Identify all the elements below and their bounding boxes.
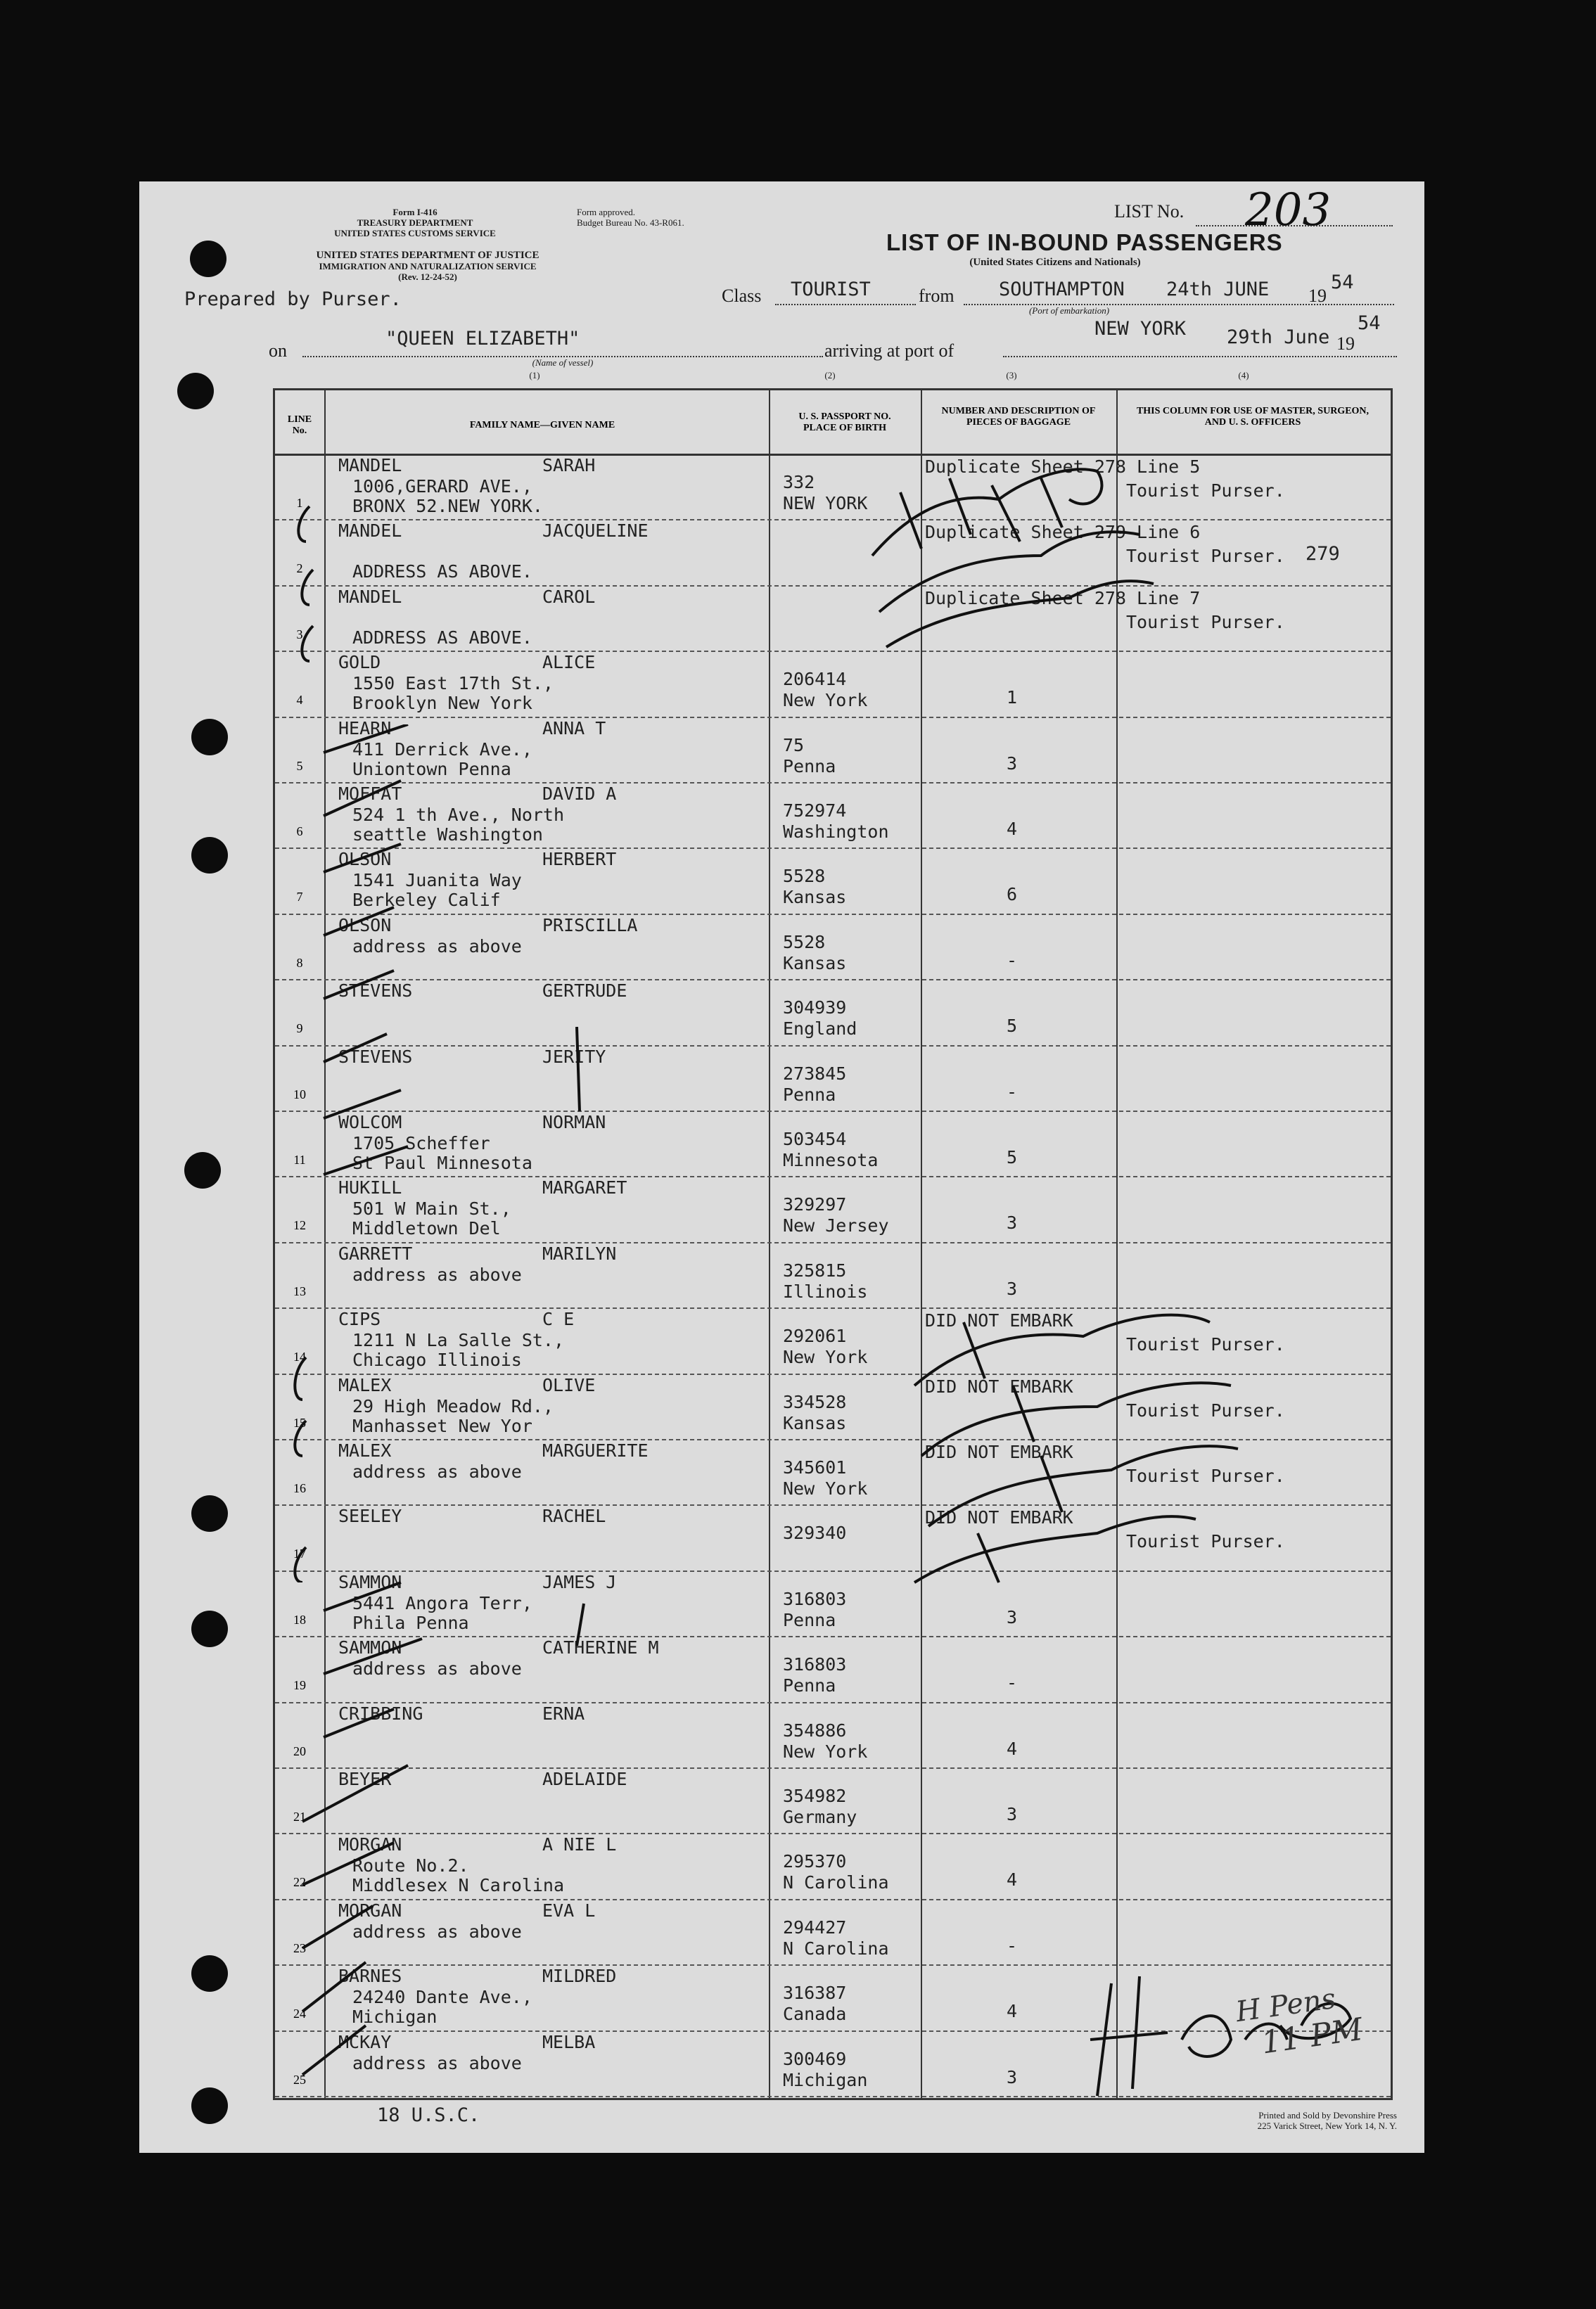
- embark-year: 54: [1331, 271, 1354, 293]
- binder-hole: [191, 837, 228, 874]
- footer-printer-line2: 225 Varick Street, New York 14, N. Y.: [1257, 2121, 1397, 2131]
- place-of-birth: Washington: [783, 821, 889, 842]
- list-no-underline: [1196, 225, 1393, 226]
- place-of-birth: Penna: [783, 755, 836, 776]
- place-of-birth: Kansas: [783, 952, 847, 973]
- line-number: 25: [293, 2072, 306, 2087]
- form-id-block: [309, 207, 521, 238]
- officer-note-1: DID NOT EMBARK: [925, 1507, 1073, 1528]
- justice-block: [266, 250, 589, 282]
- address-line-2: ADDRESS AS ABOVE.: [352, 627, 532, 648]
- inspector-note-line2: 11 PM: [1259, 2011, 1365, 2061]
- given-name: MELBA: [542, 2031, 596, 2052]
- baggage-count: 3: [1007, 1278, 1018, 1299]
- address-line-2: Middlesex N Carolina: [352, 1875, 565, 1896]
- line-number: 4: [296, 693, 303, 708]
- officer-note-2: Tourist Purser.: [1126, 480, 1285, 501]
- place-of-birth: NEW YORK: [783, 493, 868, 513]
- place-of-birth: Penna: [783, 1609, 836, 1630]
- place-of-birth: N Carolina: [783, 1872, 889, 1893]
- address-line-2: Chicago Illinois: [352, 1350, 522, 1371]
- baggage-count: 1: [1007, 687, 1018, 708]
- baggage-count: 6: [1007, 884, 1018, 905]
- family-name: MANDEL: [338, 520, 402, 542]
- address-line-2: Phila Penna: [352, 1612, 469, 1633]
- family-name: GOLD: [338, 652, 381, 673]
- binder-hole: [177, 373, 214, 409]
- place-of-birth: Illinois: [783, 1281, 868, 1302]
- list-subtitle: (United States Citizens and Nationals): [969, 257, 1141, 268]
- place-of-birth: Canada: [783, 2004, 847, 2025]
- arrival-underline: [1003, 356, 1397, 357]
- officer-note-2: Tourist Purser.: [1126, 611, 1285, 632]
- baggage-count: 4: [1007, 2001, 1018, 2022]
- class-value: TOURIST: [791, 279, 871, 300]
- given-name: JAMES J: [542, 1571, 617, 1592]
- from-label: from: [919, 286, 955, 306]
- passport-number: 5528: [783, 931, 826, 952]
- header-baggage: NUMBER AND DESCRIPTION OF PIECES OF BAGGAGE: [941, 406, 1096, 428]
- family-name: BEYER: [338, 1769, 392, 1789]
- passport-number: 292061: [783, 1326, 847, 1347]
- footer-printer-line1: Printed and Sold by Devonshire Press: [1258, 2110, 1397, 2121]
- family-name: WOLCOM: [338, 1112, 402, 1132]
- given-name: OLIVE: [542, 1374, 596, 1395]
- family-name: MCKAY: [338, 2031, 392, 2052]
- address-line-2: Manhasset New Yor: [352, 1415, 532, 1436]
- given-name: CATHERINE M: [542, 1637, 659, 1658]
- line-number: 23: [293, 1940, 306, 1955]
- binder-hole: [191, 1611, 228, 1647]
- address-line-1: 1705 Scheffer: [352, 1133, 490, 1153]
- passport-number: 273845: [783, 1063, 847, 1084]
- address-line-2: St Paul Minnesota: [352, 1153, 532, 1173]
- line-number: 19: [293, 1678, 306, 1693]
- family-name: CRIBBING: [338, 1703, 423, 1724]
- given-name: NORMAN: [542, 1112, 606, 1132]
- officer-note-1: Duplicate Sheet 278 Line 5: [925, 456, 1201, 477]
- embark-port: SOUTHAMPTON: [999, 279, 1125, 300]
- embark-port-caption: (Port of embarkation): [1028, 305, 1110, 316]
- family-name: MALEX: [338, 1374, 392, 1395]
- passport-number: 75: [783, 734, 805, 755]
- baggage-count: 3: [1007, 1804, 1018, 1824]
- form-approved: Form approved.: [577, 207, 636, 217]
- footer-printer: [1144, 2110, 1397, 2131]
- family-name: MOFFAT: [338, 783, 402, 804]
- place-of-birth: Kansas: [783, 887, 847, 908]
- col-num-1: (1): [529, 370, 540, 380]
- binder-hole: [191, 719, 228, 755]
- passport-number: 295370: [783, 1851, 847, 1872]
- header-passport: U. S. PASSPORT NO. PLACE OF BIRTH: [798, 411, 891, 433]
- address-line-1: address as above: [352, 1461, 522, 1482]
- inspector-note-line1: H Pens: [1234, 1982, 1338, 2029]
- arriving-label: arriving at port of: [824, 340, 955, 361]
- given-name: MARGUERITE: [542, 1440, 649, 1461]
- on-label: on: [269, 340, 287, 361]
- line-number: 10: [293, 1087, 306, 1101]
- passport-number: 206414: [783, 669, 847, 690]
- table-row: [275, 652, 1391, 717]
- passport-number: 329340: [783, 1523, 847, 1544]
- baggage-count: -: [1007, 949, 1018, 971]
- given-name: ADELAIDE: [542, 1769, 627, 1789]
- given-name: JACQUELINE: [542, 520, 649, 542]
- line-number: 20: [293, 1744, 306, 1758]
- given-name: ANNA T: [542, 717, 606, 738]
- line-number: 21: [293, 1810, 306, 1824]
- line-number: 22: [293, 1875, 306, 1890]
- binder-hole: [191, 1955, 228, 1992]
- address-line-1: address as above: [352, 935, 522, 957]
- margin-number: 279: [1305, 543, 1340, 565]
- address-line-1: address as above: [352, 1264, 522, 1285]
- place-of-birth: Penna: [783, 1675, 836, 1696]
- line-number: 11: [293, 1153, 306, 1167]
- passport-number: 316387: [783, 1983, 847, 2004]
- baggage-count: 5: [1007, 1147, 1018, 1168]
- family-name: HUKILL: [338, 1177, 402, 1198]
- line-number: 9: [296, 1021, 303, 1036]
- given-name: PRISCILLA: [542, 914, 638, 935]
- place-of-birth: New York: [783, 1741, 868, 1762]
- baggage-count: 4: [1007, 819, 1018, 839]
- list-no-label: LIST No.: [1114, 201, 1185, 222]
- given-name: MARILYN: [542, 1243, 617, 1264]
- margin-line-marks: [288, 492, 331, 1582]
- place-of-birth: Minnesota: [783, 1150, 879, 1170]
- family-name: MANDEL: [338, 455, 402, 475]
- line-number: 1: [296, 496, 303, 510]
- family-name: BARNES: [338, 1966, 402, 1987]
- address-line-2: Middletown Del: [352, 1218, 501, 1239]
- address-line-1: address as above: [352, 2052, 522, 2073]
- address-line-1: 29 High Meadow Rd.,: [352, 1395, 554, 1416]
- passport-number: 345601: [783, 1457, 847, 1478]
- passport-number: 752974: [783, 800, 847, 821]
- form-number: Form I-416: [392, 207, 438, 217]
- did-not-embark-signature: [900, 1301, 1266, 1597]
- line-number: 15: [293, 1415, 306, 1430]
- family-name: SAMMON: [338, 1571, 402, 1592]
- family-name: MANDEL: [338, 586, 402, 607]
- passport-number: 354982: [783, 1786, 847, 1806]
- vertical-strike: [549, 1027, 605, 1646]
- line-number: 12: [293, 1218, 306, 1233]
- baggage-count: 3: [1007, 753, 1018, 774]
- col-num-4: (4): [1238, 370, 1249, 380]
- place-of-birth: Germany: [783, 1807, 857, 1827]
- officer-note-1: DID NOT EMBARK: [925, 1442, 1073, 1462]
- address-line-1: address as above: [352, 1658, 522, 1680]
- given-name: JERITY: [542, 1046, 606, 1067]
- passport-number: 300469: [783, 2048, 847, 2069]
- col-num-3: (3): [1006, 370, 1017, 380]
- binder-hole: [191, 2087, 228, 2124]
- place-of-birth: N Carolina: [783, 1938, 889, 1959]
- treasury-dept: TREASURY DEPARTMENT: [357, 217, 473, 228]
- given-name: ALICE: [542, 652, 596, 673]
- officer-note-2: Tourist Purser.: [1126, 1466, 1285, 1486]
- col-num-2: (2): [824, 370, 836, 380]
- address-line-1: address as above: [352, 1921, 522, 1942]
- baggage-count: 3: [1007, 1606, 1018, 1627]
- place-of-birth: England: [783, 1018, 857, 1040]
- class-underline: [775, 304, 916, 305]
- list-number: 203: [1245, 184, 1332, 236]
- customs-service: UNITED STATES CUSTOMS SERVICE: [334, 228, 496, 238]
- family-name: STEVENS: [338, 1046, 413, 1067]
- passport-number: 325815: [783, 1260, 847, 1281]
- binder-hole: [191, 1495, 228, 1532]
- passport-number: 354886: [783, 1720, 847, 1741]
- family-name: CIPS: [338, 1309, 381, 1330]
- prepared-by: Prepared by Purser.: [184, 288, 402, 310]
- passport-number: 503454: [783, 1129, 847, 1149]
- address-line-1: 5441 Angora Terr,: [352, 1592, 532, 1613]
- given-name: SARAH: [542, 455, 596, 475]
- passport-number: 332: [783, 472, 815, 492]
- line-number: 17: [293, 1547, 306, 1561]
- given-name: C E: [542, 1309, 575, 1330]
- place-of-birth: Kansas: [783, 1412, 847, 1433]
- revision-date: (Rev. 12-24-52): [398, 271, 457, 282]
- arrival-year: 54: [1358, 312, 1381, 334]
- arrival-year-prefix: 19: [1336, 333, 1355, 354]
- family-name: OLSON: [338, 914, 392, 935]
- address-line-2: Michigan: [352, 2007, 438, 2028]
- list-title: LIST OF IN-BOUND PASSENGERS: [886, 229, 1283, 255]
- budget-bureau: Budget Bureau No. 43-R061.: [577, 217, 684, 228]
- place-of-birth: New Jersey: [783, 1215, 889, 1236]
- officer-note-1: Duplicate Sheet 279 Line 6: [925, 522, 1201, 543]
- header-name: FAMILY NAME—GIVEN NAME: [469, 420, 615, 430]
- baggage-count: 3: [1007, 2066, 1018, 2087]
- baggage-count: 4: [1007, 1738, 1018, 1759]
- passport-number: 304939: [783, 997, 847, 1018]
- address-line-1: 24240 Dante Ave.,: [352, 1987, 532, 2008]
- baggage-count: -: [1007, 1935, 1018, 1956]
- officer-note-1: Duplicate Sheet 278 Line 7: [925, 587, 1201, 608]
- line-number: 8: [296, 955, 303, 970]
- line-number: 13: [293, 1284, 306, 1298]
- baggage-count: -: [1007, 1672, 1018, 1694]
- address-line-1: 1211 N La Salle St.,: [352, 1330, 565, 1351]
- family-name: SEELEY: [338, 1506, 402, 1527]
- passport-number: 294427: [783, 1917, 847, 1938]
- given-name: EVA L: [542, 1900, 596, 1921]
- line-number: 7: [296, 890, 303, 904]
- place-of-birth: New York: [783, 690, 868, 711]
- passport-number: 316803: [783, 1588, 847, 1609]
- vessel-caption: (Name of vessel): [532, 357, 594, 368]
- family-name: MORGAN: [338, 1834, 402, 1855]
- passport-number: 334528: [783, 1391, 847, 1412]
- family-name: MORGAN: [338, 1900, 402, 1921]
- header-officers: THIS COLUMN FOR USE OF MASTER, SURGEON, AND U. S. OFFICERS: [1136, 406, 1370, 428]
- given-name: DAVID A: [542, 783, 617, 804]
- line-number: 3: [296, 627, 303, 641]
- baggage-count: 3: [1007, 1213, 1018, 1234]
- officer-note-1: DID NOT EMBARK: [925, 1376, 1073, 1397]
- justice-dept: UNITED STATES DEPARTMENT OF JUSTICE: [316, 250, 540, 261]
- address-line-2: BRONX 52.NEW YORK.: [352, 496, 543, 516]
- arrival-date: 29th June: [1227, 326, 1330, 348]
- officer-note-1: DID NOT EMBARK: [925, 1310, 1073, 1331]
- line-number: 16: [293, 1481, 306, 1495]
- given-name: MILDRED: [542, 1966, 617, 1987]
- address-line-1: 1550 East 17th St.,: [352, 673, 554, 694]
- address-line-1: 524 1 th Ave., North: [352, 805, 565, 825]
- family-name: MALEX: [338, 1440, 392, 1461]
- given-name: CAROL: [542, 586, 596, 607]
- footer-statute: 18 U.S.C.: [377, 2104, 480, 2126]
- address-line-1: Route No.2.: [352, 1855, 469, 1876]
- binder-hole: [190, 241, 226, 277]
- family-name: STEVENS: [338, 980, 413, 1002]
- baggage-count: 5: [1007, 1016, 1018, 1037]
- embark-date-underline: [1162, 304, 1394, 305]
- place-of-birth: New York: [783, 1347, 868, 1368]
- line-number: 14: [293, 1350, 306, 1364]
- ins-service: IMMIGRATION AND NATURALIZATION SERVICE: [319, 261, 537, 271]
- line-number: 18: [293, 1612, 306, 1627]
- address-line-1: 501 W Main St.,: [352, 1198, 511, 1220]
- address-line-1: 411 Derrick Ave.,: [352, 738, 532, 760]
- officer-note-2: Tourist Purser.: [1126, 546, 1285, 567]
- approval-block: [577, 207, 732, 228]
- given-name: ERNA: [542, 1703, 585, 1724]
- address-line-1: 1006,GERARD AVE.,: [352, 476, 532, 497]
- given-name: HERBERT: [542, 849, 617, 870]
- embark-year-prefix: 19: [1308, 286, 1327, 306]
- passport-number: 316803: [783, 1654, 847, 1675]
- given-name: A NIE L: [542, 1834, 617, 1855]
- officer-note-2: Tourist Purser.: [1126, 1531, 1285, 1552]
- family-name: OLSON: [338, 849, 392, 870]
- family-name: SAMMON: [338, 1637, 402, 1658]
- place-of-birth: Michigan: [783, 2069, 868, 2090]
- address-line-2: ADDRESS AS ABOVE.: [352, 561, 532, 582]
- place-of-birth: New York: [783, 1478, 868, 1499]
- place-of-birth: Penna: [783, 1084, 836, 1105]
- family-name: GARRETT: [338, 1243, 413, 1264]
- given-name: GERTRUDE: [542, 980, 627, 1002]
- arrival-port: NEW YORK: [1094, 318, 1187, 340]
- address-line-2: Berkeley Calif: [352, 890, 501, 911]
- address-line-2: Uniontown Penna: [352, 758, 511, 779]
- given-name: MARGARET: [542, 1177, 627, 1198]
- given-name: RACHEL: [542, 1506, 606, 1527]
- header-line-no: LINE No.: [287, 414, 312, 436]
- officer-note-2: Tourist Purser.: [1126, 1400, 1285, 1421]
- class-label: Class: [722, 286, 762, 306]
- passport-number: 329297: [783, 1194, 847, 1215]
- baggage-count: -: [1007, 1081, 1018, 1102]
- binder-hole: [184, 1152, 221, 1189]
- address-line-2: seattle Washington: [352, 824, 543, 845]
- line-number: 6: [296, 824, 303, 838]
- baggage-count: 4: [1007, 1869, 1018, 1891]
- vessel-name: "QUEEN ELIZABETH": [385, 328, 580, 350]
- line-number: 2: [296, 561, 303, 576]
- embark-date: 24th JUNE: [1166, 279, 1270, 300]
- purser-signature: [858, 450, 1224, 661]
- passport-number: 5528: [783, 866, 826, 887]
- line-number: 5: [296, 758, 303, 773]
- address-line-1: 1541 Juanita Way: [352, 870, 522, 891]
- family-name: HEARN: [338, 717, 392, 738]
- officer-note-2: Tourist Purser.: [1126, 1334, 1285, 1355]
- line-number: 24: [293, 2007, 306, 2021]
- address-line-2: Brooklyn New York: [352, 693, 532, 714]
